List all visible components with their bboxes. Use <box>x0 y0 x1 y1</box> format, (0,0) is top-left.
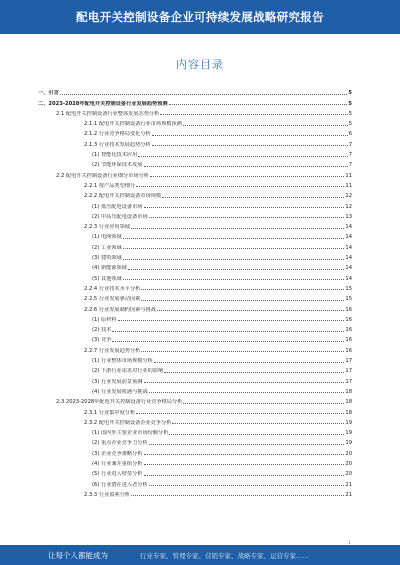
dot-leader <box>136 186 344 187</box>
page-number: 1 <box>348 540 351 545</box>
toc-entry-page: 14 <box>345 255 352 262</box>
dot-leader <box>157 310 344 311</box>
dot-leader <box>144 207 345 208</box>
dot-leader <box>144 166 348 167</box>
toc-entry[interactable] <box>34 282 352 292</box>
toc-entry-title: (1) 国内外主要企业市场份额分析 <box>92 430 169 437</box>
toc-entry[interactable] <box>34 302 352 312</box>
toc-entry-page: 7 <box>348 141 352 148</box>
toc-entry-title: (5) 行业进入壁垒分析 <box>92 471 143 478</box>
dot-leader <box>152 135 348 136</box>
toc-entry-title: (3) 建筑领域 <box>92 255 122 262</box>
toc-entry-title: (6) 行业潜在进入者分析 <box>92 481 148 488</box>
toc-entry-title: 2.2.2 配电开关控制设备市场规模 <box>84 193 162 200</box>
toc-entry-page: 11 <box>345 172 352 179</box>
toc-entry[interactable] <box>34 220 352 230</box>
toc-entry[interactable] <box>34 127 352 137</box>
dot-leader <box>160 114 347 115</box>
toc-entry-title: (4) 行业发展机遇与挑战 <box>92 388 148 395</box>
dot-leader <box>169 434 344 435</box>
dot-leader <box>60 94 348 95</box>
page-header <box>0 0 400 34</box>
toc-entry-page: 14 <box>345 275 352 282</box>
toc-entry-title: (4) 行业兼并重组分析 <box>92 460 143 467</box>
toc-entry-title: (1) 低压配电设备市场 <box>92 203 143 210</box>
toc-entry-title: (2) 技术 <box>92 327 112 334</box>
toc-entry-title: 2.3.2 配电开关控制设备企业竞争分析 <box>84 419 172 426</box>
dot-leader <box>123 248 345 249</box>
toc-entry-page: 5 <box>348 90 352 97</box>
toc-entry-page: 17 <box>345 378 352 385</box>
toc-entry-page: 20 <box>345 460 352 467</box>
toc-entry[interactable] <box>34 117 352 127</box>
toc-entry-page: 5 <box>348 110 352 117</box>
dot-leader <box>149 444 345 445</box>
toc-entry-page: 7 <box>348 152 352 159</box>
toc-entry-title: 一、引言 <box>38 90 59 97</box>
dot-leader <box>169 104 348 105</box>
dot-leader <box>141 300 344 301</box>
toc-entry-title: (1) 电网领域 <box>92 234 122 241</box>
dot-leader <box>164 372 344 373</box>
toc-entry-title: (3) 行业发展前景预测 <box>92 378 143 385</box>
toc-entry-title: 2.3.3 行业盈利分析 <box>84 491 130 498</box>
dot-leader <box>149 485 345 486</box>
toc-entry[interactable] <box>34 457 352 467</box>
toc-entry-page: 13 <box>345 213 352 220</box>
toc-entry-title: 2.3.1 行业集中度分析 <box>84 409 136 416</box>
toc-entry-page: 5 <box>348 100 352 107</box>
toc-entry-title: 2.2 配电开关控制设备行业细分市场分析 <box>56 172 149 179</box>
toc-entry[interactable] <box>34 86 352 96</box>
toc-entry-title: 2.2.5 行业发展驱动因素 <box>84 296 141 303</box>
toc-entry-title: (3) 竞争 <box>92 337 112 344</box>
toc-entry-title: 2.1 配电开关控制设备行业整体发展态势分析 <box>56 110 160 117</box>
toc-entry[interactable] <box>34 343 352 353</box>
toc-entry-title: 2.3 2023-2028年配电开关控制设备行业竞争格局分析 <box>56 399 183 406</box>
dot-leader <box>162 197 344 198</box>
toc-entry[interactable] <box>34 271 352 281</box>
toc-entry-page: 11 <box>345 182 352 189</box>
toc-entry-page: 14 <box>345 224 352 231</box>
dot-leader <box>144 464 345 465</box>
dot-leader <box>154 362 345 363</box>
toc-entry-page: 18 <box>345 409 352 416</box>
toc-entry[interactable] <box>34 354 352 364</box>
toc-entry[interactable] <box>34 323 352 333</box>
toc-entry-page: 19 <box>345 440 352 447</box>
toc-entry[interactable] <box>34 189 352 199</box>
toc-entry-page: 20 <box>345 471 352 478</box>
table-of-contents <box>34 86 352 498</box>
toc-entry[interactable] <box>34 199 352 209</box>
toc-entry[interactable] <box>34 477 352 487</box>
toc-entry[interactable] <box>34 251 352 261</box>
toc-entry[interactable] <box>34 96 352 106</box>
toc-entry[interactable] <box>34 240 352 250</box>
toc-entry[interactable] <box>34 467 352 477</box>
toc-entry[interactable] <box>34 426 352 436</box>
toc-entry-page: 21 <box>345 481 352 488</box>
dot-leader <box>149 392 345 393</box>
toc-entry[interactable] <box>34 292 352 302</box>
toc-entry[interactable] <box>34 261 352 271</box>
toc-heading: 内容目录 <box>176 58 224 71</box>
dot-leader <box>144 454 345 455</box>
dot-leader <box>152 145 348 146</box>
toc-entry[interactable] <box>34 395 352 405</box>
dot-leader <box>131 228 344 229</box>
toc-entry-page: 18 <box>345 388 352 395</box>
footer-roles: 行业专家、管理专家、营销专家、战略专家、运营专家…… <box>140 551 309 560</box>
toc-entry-title: 2.2.3 行业应用领域 <box>84 224 130 231</box>
dot-leader <box>128 269 344 270</box>
toc-entry-title: 2.1.1 配电开关控制设备行业市场规模预测 <box>84 121 182 128</box>
toc-entry-title: (2) 下游行业需求对行业的影响 <box>92 368 164 375</box>
toc-entry[interactable] <box>34 313 352 323</box>
dot-leader <box>112 331 344 332</box>
toc-entry-page: 19 <box>345 430 352 437</box>
dot-leader <box>112 341 344 342</box>
toc-entry-page: 21 <box>345 491 352 498</box>
dot-leader <box>123 279 345 280</box>
toc-entry-page: 12 <box>345 203 352 210</box>
dot-leader <box>183 125 348 126</box>
toc-entry-page: 17 <box>345 368 352 375</box>
toc-entry-page: 15 <box>345 296 352 303</box>
toc-entry[interactable] <box>34 488 352 498</box>
toc-entry-page: 16 <box>345 327 352 334</box>
toc-entry[interactable] <box>34 168 352 178</box>
toc-entry-page: 5 <box>348 121 352 128</box>
toc-entry-title: (5) 其他领域 <box>92 275 122 282</box>
toc-entry-title: (2) 重点企业竞争力分析 <box>92 440 148 447</box>
toc-entry-title: (1) 行业整体市场规模分析 <box>92 358 153 365</box>
toc-entry-title: (4) 新能源领域 <box>92 265 127 272</box>
toc-entry-page: 14 <box>345 244 352 251</box>
toc-entry-page: 19 <box>345 419 352 426</box>
toc-entry[interactable] <box>34 364 352 374</box>
toc-entry-page: 15 <box>345 285 352 292</box>
toc-entry[interactable] <box>34 148 352 158</box>
toc-entry-title: (2) 工业领域 <box>92 244 122 251</box>
toc-entry[interactable] <box>34 210 352 220</box>
toc-entry-title: 2.1.3 行业技术发展趋势分析 <box>84 141 151 148</box>
toc-entry-title: 2.2.7 行业发展趋势分析 <box>84 347 141 354</box>
dot-leader <box>149 217 345 218</box>
toc-entry-title: 二、2023-2028年配电开关控制设备行业发展趋势预测 <box>38 100 168 107</box>
toc-entry-title: (3) 企业竞争策略分析 <box>92 450 143 457</box>
dot-leader <box>183 403 344 404</box>
toc-entry-page: 6 <box>348 131 352 138</box>
toc-entry[interactable] <box>34 179 352 189</box>
toc-entry-title: (2) 节能环保技术发展 <box>92 162 143 169</box>
toc-entry-title: (2) 中高压配电设备市场 <box>92 213 148 220</box>
toc-entry-page: 16 <box>345 306 352 313</box>
dot-leader <box>136 413 344 414</box>
dot-leader <box>118 320 345 321</box>
toc-entry-page: 18 <box>345 399 352 406</box>
toc-entry[interactable] <box>34 230 352 240</box>
toc-entry-title: 2.2.1 按产品类型细分 <box>84 182 136 189</box>
dot-leader <box>141 351 344 352</box>
toc-entry-title: 2.2.4 行业技术水平分析 <box>84 285 141 292</box>
toc-entry-page: 17 <box>345 358 352 365</box>
dot-leader <box>141 289 344 290</box>
dot-leader <box>138 156 347 157</box>
toc-entry[interactable] <box>34 374 352 384</box>
toc-entry-page: 16 <box>345 316 352 323</box>
dot-leader <box>172 423 344 424</box>
toc-entry[interactable] <box>34 416 352 426</box>
toc-entry-title: 2.1.2 行业竞争格局变化分析 <box>84 131 151 138</box>
toc-entry[interactable] <box>34 158 352 168</box>
toc-entry[interactable] <box>34 446 352 456</box>
footer-slogan: 让每个人都能成为 <box>48 550 108 560</box>
toc-entry[interactable] <box>34 137 352 147</box>
page-footer <box>0 545 400 565</box>
toc-entry[interactable] <box>34 385 352 395</box>
toc-entry-page: 20 <box>345 450 352 457</box>
toc-entry-title: (1) 原材料 <box>92 316 117 323</box>
toc-entry[interactable] <box>34 405 352 415</box>
toc-entry-page: 16 <box>345 337 352 344</box>
toc-entry-title: (1) 智能化技术应用 <box>92 152 138 159</box>
dot-leader <box>150 176 344 177</box>
toc-entry-page: 14 <box>345 234 352 241</box>
dot-leader <box>123 259 345 260</box>
toc-entry-page: 14 <box>345 265 352 272</box>
toc-entry-title: 2.2.6 行业发展制约因素与挑战 <box>84 306 156 313</box>
toc-entry-page: 16 <box>345 347 352 354</box>
toc-entry[interactable] <box>34 107 352 117</box>
toc-entry-page: 12 <box>345 193 352 200</box>
dot-leader <box>123 238 345 239</box>
dot-leader <box>144 475 345 476</box>
dot-leader <box>144 382 345 383</box>
dot-leader <box>131 495 344 496</box>
toc-entry[interactable] <box>34 436 352 446</box>
toc-entry[interactable] <box>34 333 352 343</box>
toc-entry-page: 7 <box>348 162 352 169</box>
report-title: 配电开关控制设备企业可持续发展战略研究报告 <box>76 10 324 24</box>
